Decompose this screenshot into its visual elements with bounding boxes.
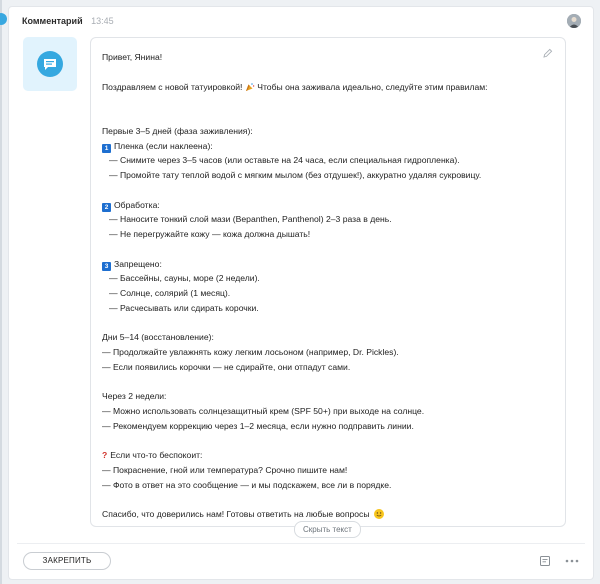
chat-avatar [23,37,77,91]
user-avatar[interactable] [567,14,581,28]
number-badge-3: 3 [102,262,111,271]
section2-title: 2 Обработка: [102,198,551,213]
list-item: — Покраснение, гной или температура? Срочно пишите нам! [102,465,348,475]
section1-title: 1 Пленка (если наклеена): [102,139,551,154]
note-icon[interactable] [539,555,551,567]
phase2-title: Дни 5–14 (восстановление): [102,332,214,343]
hide-text-button[interactable]: Скрыть текст [294,521,361,538]
timeline-dot [0,13,7,25]
list-item: — Если появились корочки — не сдирайте, они отпадут сами. [102,361,351,372]
list-item: — Наносите тонкий слой мази (Bepanthen, Panthenol) 2–3 раза в день. [109,214,392,225]
footer-divider [17,543,585,544]
message-bubble [90,37,566,527]
phase3-title: Через 2 недели: [102,391,167,402]
comment-title: Комментарий [22,16,83,26]
list-item: — Рекомендуем коррекцию через 1–2 месяца, если нужно подправить линии. [102,420,414,431]
list-item: — Можно использовать солнцезащитный крем (SPF 50+) при выходе на солнце. [102,406,425,416]
list-item: — Солнце, солярий (1 месяц). [109,288,231,298]
phase1-title: Первые 3–5 дней (фаза заживления): [102,125,253,136]
question-mark-icon: ? [102,450,108,461]
worry-title: ? Если что-то беспокоит: [102,450,203,461]
smile-icon [374,509,384,519]
list-item: — Фото в ответ на это сообщение — и мы подскажем, все ли в порядке. [102,479,392,490]
number-badge-1: 1 [102,144,111,153]
number-badge-2: 2 [102,203,111,212]
greeting: Привет, Янина! [102,52,163,62]
pin-button[interactable]: ЗАКРЕПИТЬ [23,552,111,570]
user-avatar-icon [567,14,581,28]
intro-line: Поздравляем с новой татуировкой! Чтобы она заживала идеально, следуйте этим правилам: [102,81,488,92]
party-icon [245,82,255,92]
chat-bubble-icon [37,51,63,77]
list-item: — Снимите через 3–5 часов (или оставьте на 24 часа, если специальная гидропленка). [109,155,460,166]
list-item: — Расчесывать или сдирать корочки. [109,302,259,313]
comment-card [8,6,594,580]
list-item: — Промойте тату теплой водой с мягким мылом (без отдушек!), аккуратно удаляя сукровицу. [109,170,482,180]
more-dots-icon[interactable] [565,559,579,563]
message-text [102,50,551,522]
closing-line: Спасибо, что доверились нам! Готовы ответить на любые вопросы [102,507,551,522]
list-item: — Бассейны, сауны, море (2 недели). [109,273,260,284]
timeline-line [0,0,2,584]
section3-title: 3 Запрещено: [102,257,551,272]
list-item: — Продолжайте увлажнять кожу легким лосьоном (например, Dr. Pickles). [102,347,399,357]
comment-header [22,15,114,27]
list-item: — Не перегружайте кожу — кожа должна дышать! [109,229,311,239]
comment-time: 13:45 [91,16,114,26]
